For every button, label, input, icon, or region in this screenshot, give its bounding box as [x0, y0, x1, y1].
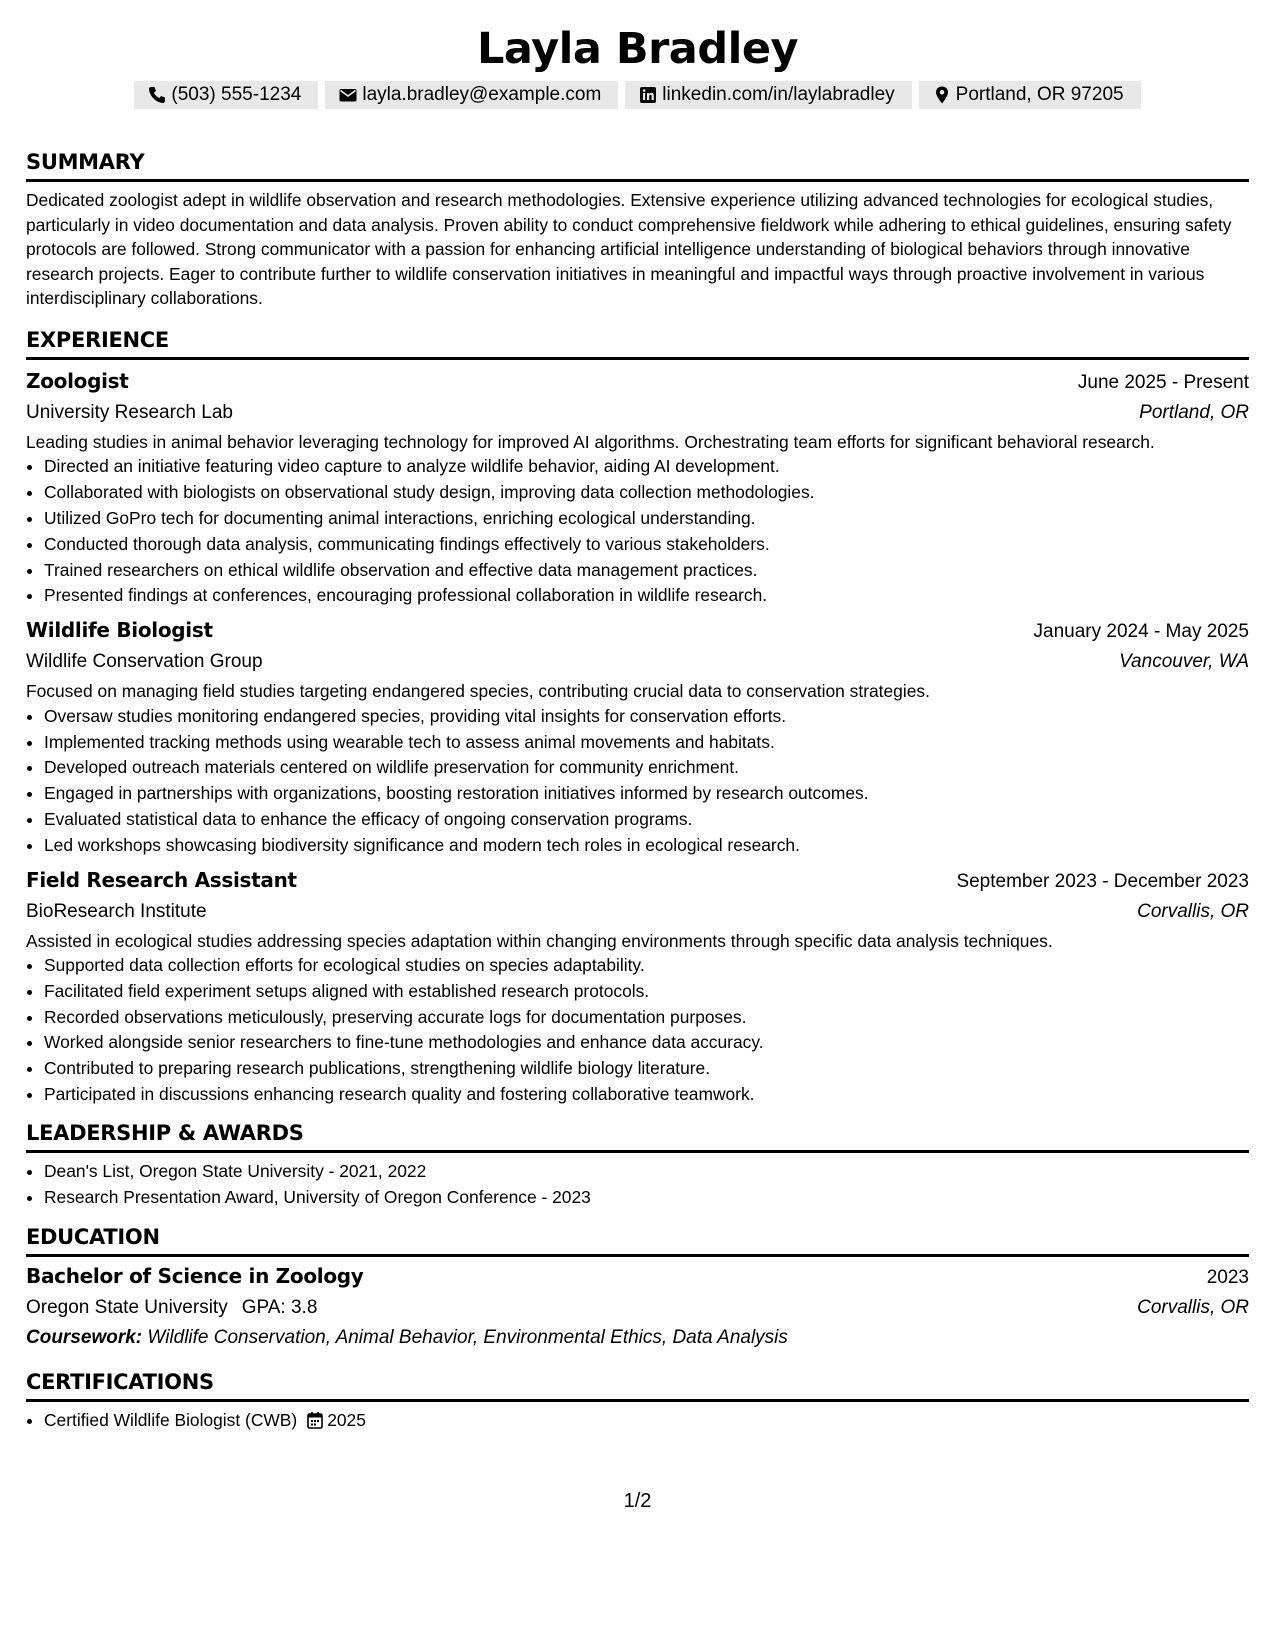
contact-email[interactable]: layla.bradley@example.com	[325, 81, 618, 109]
list-item: • Supported data collection efforts for ecological studies on species adaptability.	[44, 953, 1249, 979]
phone-icon	[147, 85, 167, 105]
job-dates: June 2025 - Present	[1077, 371, 1249, 393]
contact-location: Portland, OR 97205	[919, 81, 1141, 109]
coursework-label: Coursework:	[26, 1327, 143, 1349]
job-org: BioResearch Institute	[26, 900, 207, 922]
section-title-certifications: CERTIFICATIONS	[26, 1367, 1249, 1402]
list-item: • Participated in discussions enhancing research quality and fostering collaborative teamwork.	[44, 1082, 1249, 1108]
summary-text: Dedicated zoologist adept in wildlife observation and research methodologies. Extensive experience utilizing advanced technologies for ecological studies, particularly in video documentation and data analysis. Proven ability to conduct comprehensive fieldwork while adhering to ethical guidelines, ensuring safety protocols are followed. Strong communicator with a passion for enhancing artificial intelligence understanding of biological behaviors through innovative research projects. Eager to contribute further to wildlife conservation initiatives in meaningful and impactful ways through proactive involvement in various interdisciplinary collaborations.	[26, 190, 1232, 309]
list-item: • Worked alongside senior researchers to fine-tune methodologies and enhance data accuracy.	[44, 1030, 1249, 1056]
school-name: Oregon State University	[26, 1297, 228, 1319]
contact-phone: (503) 555-1234	[134, 81, 318, 109]
job-entry	[26, 615, 1249, 858]
list-item: • Contributed to preparing research publications, strengthening wildlife biology literature.	[44, 1056, 1249, 1082]
certification-year: 2025	[327, 1410, 366, 1431]
section-title-education: EDUCATION	[26, 1222, 1249, 1257]
list-item: • Led workshops showcasing biodiversity significance and modern tech roles in ecological research.	[44, 833, 1249, 859]
map-pin-icon	[932, 85, 952, 105]
section-title-summary: SUMMARY	[26, 147, 1249, 182]
job-entry	[26, 366, 1249, 609]
job-dates: September 2023 - December 2023	[956, 870, 1249, 892]
job-dates: January 2024 - May 2025	[1033, 621, 1249, 643]
coursework	[26, 1323, 1249, 1353]
degree: Bachelor of Science in Zoology	[26, 1264, 364, 1289]
list-item: • Implemented tracking methods using wearable tech to assess animal movements and habitats.	[44, 730, 1249, 756]
job-title: Wildlife Biologist	[26, 618, 213, 643]
job-location: Vancouver, WA	[1119, 651, 1249, 673]
graduation-year: 2023	[1206, 1267, 1249, 1289]
section-title-awards: LEADERSHIP & AWARDS	[26, 1118, 1249, 1153]
certification-name: Certified Wildlife Biologist (CWB)	[44, 1410, 298, 1431]
list-item: • Research Presentation Award, University of Oregon Conference - 2023	[44, 1185, 1249, 1211]
list-item: • Trained researchers on ethical wildlife observation and effective data management practices.	[44, 558, 1249, 584]
list-item: • Conducted thorough data analysis, communicating findings effectively to various stakeholders.	[44, 532, 1249, 558]
calendar-icon	[307, 1411, 323, 1437]
list-item: • Facilitated field experiment setups aligned with established research protocols.	[44, 979, 1249, 1005]
job-org: Wildlife Conservation Group	[26, 651, 263, 673]
list-item: • Presented findings at conferences, encouraging professional collaboration in wildlife research.	[44, 583, 1249, 609]
job-location: Corvallis, OR	[1137, 900, 1249, 922]
list-item: • Oversaw studies monitoring endangered species, providing vital insights for conservation efforts.	[44, 704, 1249, 730]
job-description: Focused on managing field studies targeting endangered species, contributing crucial data to conservation strategies.	[26, 681, 930, 702]
awards-list	[26, 1159, 1249, 1211]
job-title: Field Research Assistant	[26, 867, 297, 892]
list-item: • Collaborated with biologists on observational study design, improving data collection methodologies.	[44, 480, 1249, 506]
job-bullets	[26, 704, 1249, 859]
list-item: • Dean's List, Oregon State University - 2021, 2022	[44, 1159, 1249, 1185]
job-location: Portland, OR	[1139, 401, 1249, 423]
candidate-name: Layla Bradley	[476, 24, 799, 74]
gpa: GPA: 3.8	[241, 1297, 318, 1319]
list-item: • Recorded observations meticulously, preserving accurate logs for documentation purposes.	[44, 1005, 1249, 1031]
list-item: • Directed an initiative featuring video capture to analyze wildlife behavior, aiding AI development.	[44, 454, 1249, 480]
contact-bar	[26, 81, 1249, 109]
certifications-list	[26, 1408, 1249, 1437]
job-org: University Research Lab	[26, 401, 233, 423]
job-bullets	[26, 953, 1249, 1108]
experience-list	[26, 366, 1249, 1108]
job-description: Assisted in ecological studies addressing species adaptation within changing environments through specific data analysis techniques.	[26, 930, 1053, 951]
job-description: Leading studies in animal behavior leveraging technology for improved AI algorithms. Orchestrating team efforts for significant behavioral research.	[26, 431, 1155, 452]
page-indicator: 1/2	[623, 1490, 652, 1512]
list-item: • Utilized GoPro tech for documenting animal interactions, enriching ecological understanding.	[44, 506, 1249, 532]
list-item	[44, 1408, 1249, 1437]
school-location: Corvallis, OR	[1137, 1297, 1249, 1319]
job-title: Zoologist	[26, 368, 129, 393]
contact-linkedin[interactable]: linkedin.com/in/laylabradley	[625, 81, 911, 109]
list-item: • Engaged in partnerships with organizations, boosting restoration initiatives informed by research outcomes.	[44, 781, 1249, 807]
linkedin-icon	[638, 85, 658, 105]
resume-page	[26, 0, 1249, 1437]
job-bullets	[26, 454, 1249, 609]
envelope-icon	[338, 85, 358, 105]
coursework-list: Wildlife Conservation, Animal Behavior, Environmental Ethics, Data Analysis	[147, 1327, 788, 1349]
education-entry	[26, 1261, 1249, 1353]
list-item: • Developed outreach materials centered on wildlife preservation for community enrichment.	[44, 755, 1249, 781]
list-item: • Evaluated statistical data to enhance the efficacy of ongoing conservation programs.	[44, 807, 1249, 833]
job-entry	[26, 865, 1249, 1108]
section-title-experience: EXPERIENCE	[26, 325, 1249, 360]
